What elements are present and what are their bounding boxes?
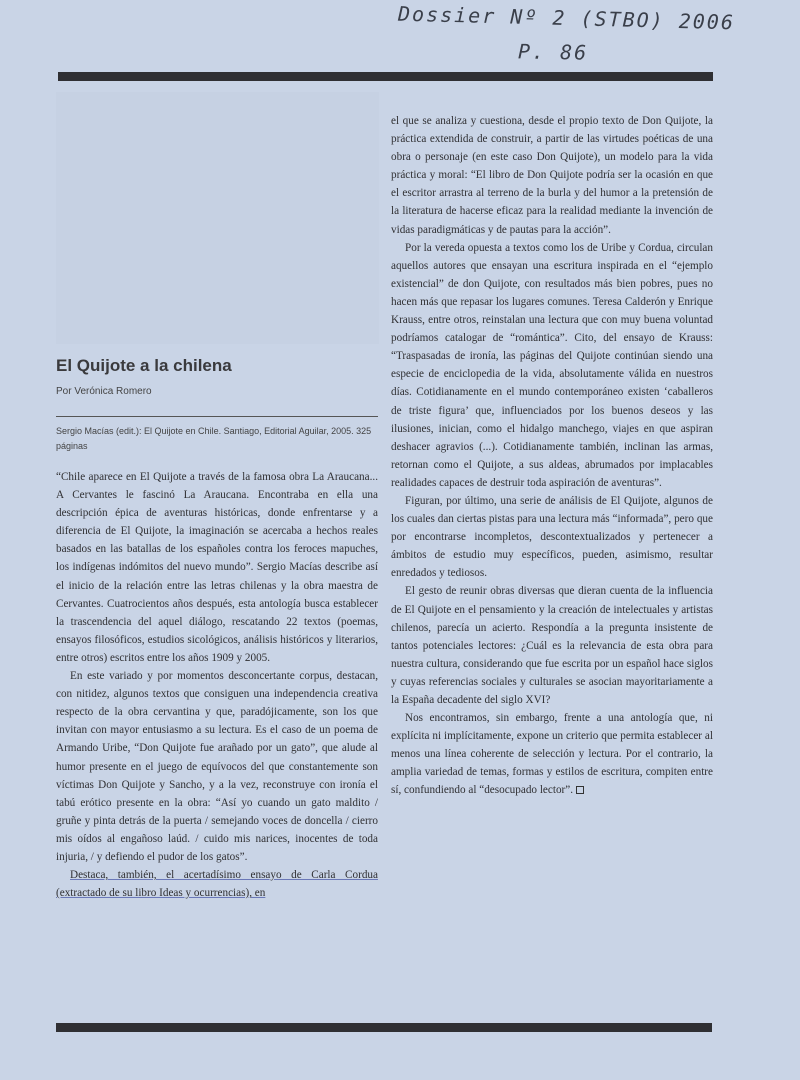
right-column (391, 112, 713, 800)
paragraph: Figuran, por último, una serie de análisis de El Quijote, algunos de los cuales dan ciertas pistas para una lectura más “informada”, pero que por encontrarse incompletos, descontextualizados y pertenecer a ámbitos de estudio muy específicos, pueden, asimismo, resultar enredados y tediosos. (391, 494, 713, 580)
paragraph: En este variado y por momentos desconcertante corpus, destacan, con nitidez, algunos textos que consiguen una independencia creativa respecto de la obra cervantina y que, paradójicamente, son los que invitan con mayor entusiasmo a su lectura. Es el caso de un poema de Armando Uribe, “Don Quijote fue arañado por un gato”, que alude al humor presente en el juego de equívocos del que constantemente son víctimas Don Quijote y Sancho, y a la vez, reconstruye con ironía el tabú erótico presente en la obra: “Así yo cuando un gato maldito / gruñe y pinta detrás de la puerta / semejando voces de doncella / cierro mis oídos al engañoso laúd. / cuido mis narices, inocentes de toda injuria, / y defiendo el pudor de los gatos”. (56, 670, 378, 863)
bottom-rule (56, 1023, 712, 1032)
blank-image-area (56, 92, 379, 344)
article-title: El Quijote a la chilena (56, 356, 232, 375)
left-column (56, 468, 378, 902)
paragraph: “Chile aparece en El Quijote a través de la famosa obra La Araucana... A Cervantes le fascinó La Araucana. Encontraba en ella una descripción épica de aventuras históricas, donde enfrentarse y a diferencia de El Quijote, la imaginación se acercaba a hechos reales basados en las batallas de los españoles contra los feroces mapuches, los indígenas indómitos del nuevo mundo”. Sergio Macías describe así el inicio de la relación entre las letras chilenas y la obra maestra de Cervantes. Cuatrocientos años después, esta antología busca establecer la trascendencia del aquel diálogo, rescatando 22 textos (poemas, ensayos filosóficos, estudios sicológicos, análisis históricos y literarios, entre otros) escritos entre los años 1909 y 2005. (56, 471, 378, 664)
paragraph: Por la vereda opuesta a textos como los de Uribe y Cordua, circulan aquellos autores que ensayan una escritura inspirada en el “ejemplo existencial” de don Quijote, con resultados más bien pobres, pues no hacen más que repasar los lugares comunes. Teresa Calderón y Enrique Krauss, entre otros, reinstalan una lectura que con muy buena voluntad podríamos catalogar de “romántica”. Cito, del ensayo de Krauss: “Traspasadas de ironía, las páginas del Quijote continúan siendo una especie de enciclopedia de la vida, absolutamente válida en nuestros días. Cotidianamente en el mundo contemporáneo existen ‘caballeros de triste figura’ que, influenciados por los buenos deseos y las ilusiones, inician, como el hidalgo manchego, viajes en que aspiran deshacer agravios (...). Cotidianamente también, inclinan las armas, retornan como el Quijote, a sus aldeas, abrumados por implacables realidades capaces de destruir toda aspiración de aventuras”. (391, 241, 713, 489)
paragraph: el que se analiza y cuestiona, desde el propio texto de Don Quijote, la práctica extendida de construir, a partir de las virtudes poéticas de una obra o personaje (en este caso Don Quijote), un modelo para la vida práctica y moral: “El libro de Don Quijote podría ser la ocasión en que el escritor arrastra al terreno de la burla y del humor a la pretensión de la literatura de hacerse eficaz para la realidad mediante la invención de vidas paradigmáticas y de pautas para la acción”. (391, 115, 713, 236)
handwritten-note-page: P. 86 (517, 39, 589, 65)
paragraph: Destaca, también, el acertadísimo ensayo de Carla Cordua (extractado de su libro Ideas y ocurrencias), en (56, 869, 378, 900)
bibliographic-reference: Sergio Macías (edit.): El Quijote en Chile. Santiago, Editorial Aguilar, 2005. 325 páginas (56, 426, 372, 451)
handwritten-note-dossier: Dossier Nº 2 (STBO) 2006 (397, 1, 736, 35)
end-of-article-icon (576, 786, 584, 794)
paragraph-text: Nos encontramos, sin embargo, frente a una antología que, ni explícita ni implícitamente, expone un criterio que permita establecer al menos una línea coherente de selección y lectura. Por el contrario, la amplia variedad de temas, formas y estilos de escritura, compiten entre sí, confundiendo al “desocupado lector”. (391, 712, 713, 797)
byline-divider (56, 416, 378, 417)
paragraph: El gesto de reunir obras diversas que dieran cuenta de la influencia de El Quijote en el pensamiento y la creación de intelectuales y artistas chilenos, parecía un acierto. Respondía a la pregunta insistente de tantos potenciales lectores: ¿Cuál es la relevancia de esta obra para nuestra cultura, considerando que fue escrita por un español hace siglos y cuyas referencias sociales y culturales se asocian mayoritariamente a la España decadente del siglo XVI? (391, 585, 713, 706)
paragraph-last (391, 709, 713, 799)
byline: Por Verónica Romero (56, 386, 152, 397)
top-rule (58, 72, 713, 81)
